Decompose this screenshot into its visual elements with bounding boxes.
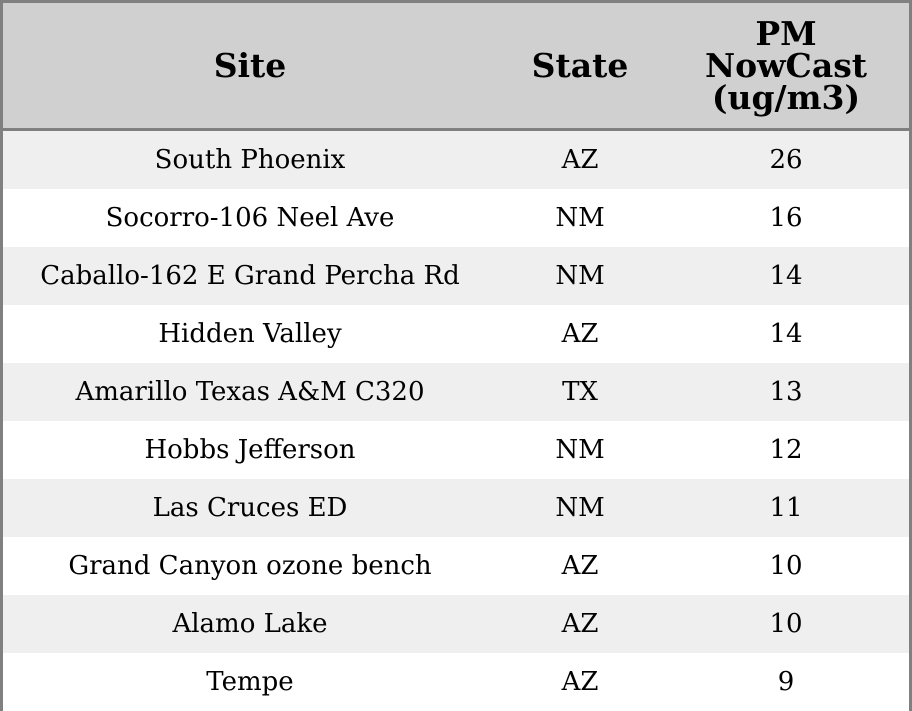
table-row bbox=[3, 363, 909, 421]
cell-site: Caballo-162 E Grand Percha Rd bbox=[3, 247, 497, 305]
cell-pm-value: 12 bbox=[663, 421, 909, 479]
cell-pm-value: 10 bbox=[663, 537, 909, 595]
cell-pm-value: 11 bbox=[663, 479, 909, 537]
cell-site: Socorro-106 Neel Ave bbox=[3, 189, 497, 247]
cell-site: Hidden Valley bbox=[3, 305, 497, 363]
cell-pm-value: 10 bbox=[663, 595, 909, 653]
cell-pm-value: 14 bbox=[663, 305, 909, 363]
table-body bbox=[3, 130, 909, 711]
cell-state: AZ bbox=[497, 537, 663, 595]
table-row bbox=[3, 247, 909, 305]
cell-pm-value: 9 bbox=[663, 653, 909, 711]
table-row bbox=[3, 421, 909, 479]
cell-state: NM bbox=[497, 421, 663, 479]
cell-site: Alamo Lake bbox=[3, 595, 497, 653]
cell-pm-value: 26 bbox=[663, 130, 909, 190]
pm-header-line-2: NowCast bbox=[704, 45, 868, 85]
column-header-site: Site bbox=[3, 3, 497, 130]
cell-pm-value: 16 bbox=[663, 189, 909, 247]
cell-site: Las Cruces ED bbox=[3, 479, 497, 537]
column-header-state: State bbox=[497, 3, 663, 130]
table-row bbox=[3, 537, 909, 595]
table-row bbox=[3, 653, 909, 711]
table-row bbox=[3, 189, 909, 247]
cell-site: Grand Canyon ozone bench bbox=[3, 537, 497, 595]
column-header-pm bbox=[663, 3, 909, 130]
cell-pm-value: 14 bbox=[663, 247, 909, 305]
cell-site: Tempe bbox=[3, 653, 497, 711]
pm-header-line-3: (ug/m3) bbox=[711, 77, 861, 117]
cell-site: Hobbs Jefferson bbox=[3, 421, 497, 479]
cell-state: AZ bbox=[497, 595, 663, 653]
table-row bbox=[3, 305, 909, 363]
cell-state: AZ bbox=[497, 305, 663, 363]
pm-header-line-1: PM bbox=[755, 13, 817, 53]
cell-state: NM bbox=[497, 247, 663, 305]
pm-nowcast-table bbox=[3, 3, 909, 711]
table-row bbox=[3, 130, 909, 190]
cell-site: Amarillo Texas A&M C320 bbox=[3, 363, 497, 421]
cell-site: South Phoenix bbox=[3, 130, 497, 190]
table-row bbox=[3, 479, 909, 537]
header-row bbox=[3, 3, 909, 130]
cell-state: AZ bbox=[497, 130, 663, 190]
table-row bbox=[3, 595, 909, 653]
cell-state: NM bbox=[497, 479, 663, 537]
cell-state: TX bbox=[497, 363, 663, 421]
cell-pm-value: 13 bbox=[663, 363, 909, 421]
cell-state: AZ bbox=[497, 653, 663, 711]
cell-state: NM bbox=[497, 189, 663, 247]
